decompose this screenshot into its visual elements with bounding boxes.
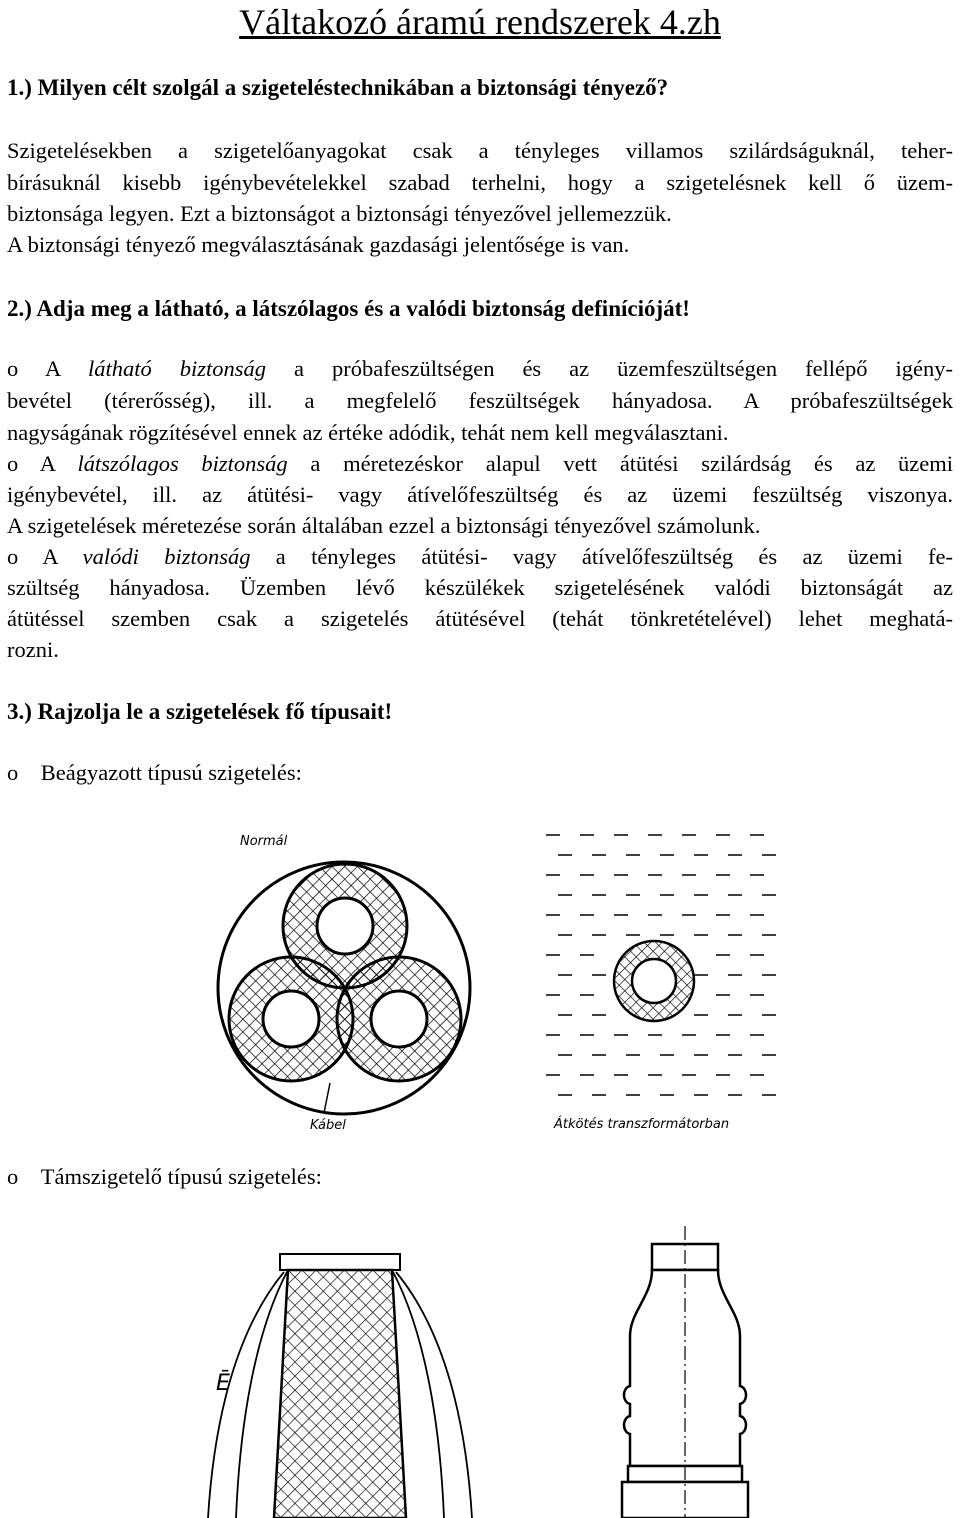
q2-item-2-prefix: A <box>39 451 55 476</box>
top-electrode <box>280 1254 400 1270</box>
q2-item-2-line-3: A szigetelések méretezése során általában ezzel a biztonsági tényezővel számolunk. <box>7 513 761 538</box>
q2-item-2-rest: a méretezéskor alapul vett átütési szilárdság és az üzemi <box>310 451 954 476</box>
q2-item-3-prefix: A <box>42 544 58 569</box>
q2-item-2-first-line <box>7 449 953 479</box>
question-1: 1.) Milyen célt szolgál a szigeteléstechnikában a biztonsági tényező? <box>7 75 669 100</box>
embedded-type-heading <box>7 758 953 788</box>
support-insulator-field-figure <box>196 1220 486 1518</box>
cable-figure <box>192 815 492 1141</box>
field-vector-label: Ē <box>216 1371 230 1396</box>
q1-line-2: bírásuknál kisebb igénybevételekkel szabad terhelni, hogy a szigetelésnek kell ő üzem- <box>7 170 953 195</box>
question-3: 3.) Rajzolja le a szigetelések fő típusait! <box>7 699 393 724</box>
q1-line-1: Szigetelésekben a szigetelőanyagokat csak a tényleges villamos szilárdságuknál, teher- <box>7 138 953 163</box>
transformer-figure <box>540 815 780 1141</box>
page-title: Váltakozó áramú rendszerek 4.zh <box>239 2 721 42</box>
q2-item-3-line-4: rozni. <box>7 637 59 662</box>
transformer-bottom-label: Átkötés transzformátorban <box>554 1117 730 1132</box>
term-lathato: látható biztonság <box>88 356 267 381</box>
support-type-heading <box>7 1162 953 1192</box>
term-latszolagos: látszólagos biztonság <box>77 451 288 476</box>
bullet: o <box>7 760 19 785</box>
q2-item-1-line-3: nagyságának rögzítésével ennek az értéke adódik, tehát nem kell megválasztani. <box>7 420 729 445</box>
cable-bottom-label: Kábel <box>310 1118 346 1133</box>
q2-item-3-line-3: átütéssel szemben csak a szigetelés átütésével (tehát tönkretételével) lehet meghatá- <box>7 606 953 631</box>
bullet: o <box>7 356 19 381</box>
q2-item-3-rest: a tényleges átütési- vagy átívelőfeszültség és az üzemi fe- <box>275 544 954 569</box>
cable-top-label: Normál <box>240 834 288 849</box>
term-valodi: valódi biztonság <box>82 544 251 569</box>
bullet: o <box>7 1164 19 1189</box>
question-2: 2.) Adja meg a látható, a látszólagos és a valódi biztonság definícióját! <box>7 296 690 321</box>
embedded-type-label: Beágyazott típusú szigetelés: <box>40 760 302 785</box>
q2-item-1-line-2: bevétel (térerősség), ill. a megfelelő feszültségek hányadosa. A próbafeszültségek <box>7 388 953 413</box>
post-insulator-figure <box>600 1226 780 1518</box>
insulator-body <box>274 1270 406 1518</box>
q1-line-4: A biztonsági tényező megválasztásának gazdasági jelentősége is van. <box>7 232 630 257</box>
q2-item-1-first-line <box>7 354 953 384</box>
q2-item-2-line-2: igénybevétel, ill. az átütési- vagy átívelőfeszültség és az üzemi feszültség viszonya. <box>7 482 953 507</box>
q2-item-1-rest: a próbafeszültségen és az üzemfeszültségen fellépő igény- <box>294 356 954 381</box>
q1-line-3: biztonsága legyen. Ezt a biztonságot a biztonsági tényezővel jellemezzük. <box>7 201 672 226</box>
q2-item-3-line-2: szültség hányadosa. Üzemben lévő készülékek szigetelésének valódi biztonságát az <box>7 575 953 600</box>
bullet: o <box>7 451 19 476</box>
bullet: o <box>7 544 19 569</box>
q2-item-3-first-line <box>7 542 953 572</box>
support-type-label: Támszigetelő típusú szigetelés: <box>40 1164 322 1189</box>
q2-item-1-prefix: A <box>45 356 61 381</box>
